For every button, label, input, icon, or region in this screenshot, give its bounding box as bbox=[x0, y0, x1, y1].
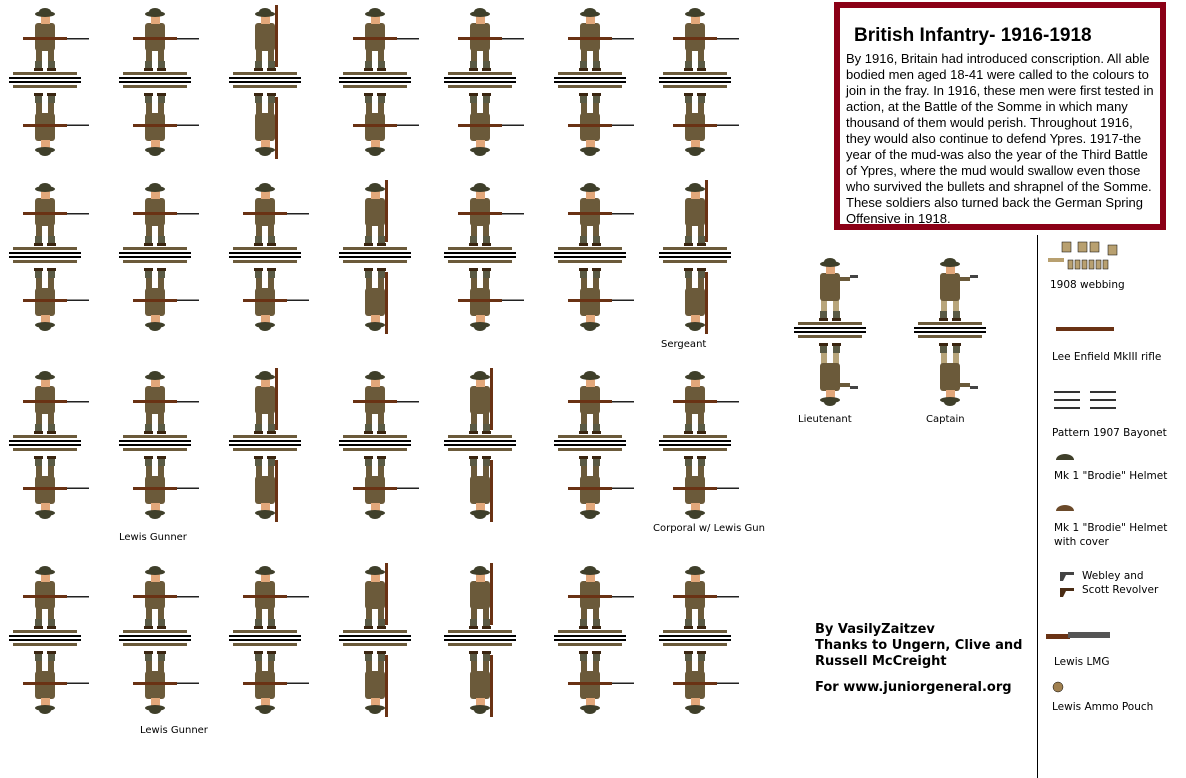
soldier-figure bbox=[229, 368, 301, 522]
figure-base bbox=[9, 247, 81, 263]
figure-base bbox=[119, 435, 191, 451]
soldier-figure bbox=[229, 5, 301, 159]
figure-base bbox=[119, 247, 191, 263]
ammo-pouch-icon bbox=[1053, 682, 1063, 692]
soldier-figure bbox=[229, 566, 309, 714]
equipment-label: 1908 webbing bbox=[1050, 279, 1125, 291]
figure-base bbox=[554, 72, 626, 88]
soldier-figure bbox=[554, 371, 634, 519]
figure-base bbox=[339, 435, 411, 451]
helmet-cover-icon bbox=[1056, 505, 1074, 511]
equipment-label: Pattern 1907 Bayonet bbox=[1052, 427, 1167, 439]
figure-base bbox=[444, 630, 516, 646]
soldier-figure bbox=[659, 566, 739, 714]
figure-base bbox=[9, 435, 81, 451]
label-lewis-gunner: Lewis Gunner bbox=[140, 725, 208, 736]
soldier-figure bbox=[119, 566, 199, 714]
lewis-lmg-icon bbox=[1046, 634, 1070, 639]
figure-base bbox=[119, 72, 191, 88]
soldier-figure bbox=[659, 371, 739, 519]
soldier-figure bbox=[659, 180, 731, 334]
revolver-icon bbox=[1060, 572, 1074, 581]
figure-base bbox=[444, 435, 516, 451]
soldier-figure bbox=[444, 368, 516, 522]
info-title: British Infantry- 1916-1918 bbox=[854, 25, 1092, 46]
credits-site[interactable]: For www.juniorgeneral.org bbox=[815, 680, 1012, 695]
soldier-figure bbox=[9, 8, 89, 156]
equipment-label: Lewis LMG bbox=[1054, 656, 1110, 668]
info-box bbox=[834, 2, 1166, 230]
label-captain: Captain bbox=[926, 414, 965, 425]
figure-base bbox=[9, 72, 81, 88]
credits-thanks: Thanks to Ungern, Clive and bbox=[815, 638, 1023, 653]
figure-base bbox=[659, 247, 731, 263]
figure-base bbox=[229, 72, 301, 88]
figure-base bbox=[444, 247, 516, 263]
soldier-figure bbox=[9, 371, 89, 519]
soldier-figure bbox=[229, 183, 309, 331]
label-lieutenant: Lieutenant bbox=[798, 414, 852, 425]
soldier-figure bbox=[444, 563, 516, 717]
soldier-figure bbox=[339, 8, 419, 156]
figure-base bbox=[794, 322, 866, 338]
divider bbox=[1037, 235, 1038, 778]
soldier-figure bbox=[119, 8, 199, 156]
figure-base bbox=[339, 247, 411, 263]
soldier-figure bbox=[659, 8, 739, 156]
equipment-label: Mk 1 "Brodie" Helmet bbox=[1054, 470, 1168, 482]
soldier-figure bbox=[9, 183, 89, 331]
info-text: By 1916, Britain had introduced conscription. All able bodied men aged 18-41 were called to the colours to join in the fray. In 1916, these men were first tested in action, at the Battle of the Somme in which many thousand of them would perish. Throughout 1916, they would also continue to defend Ypres. 1917-the year of the mud-was also the year of the Third Battle of Ypres, where the mud would swallow even those who survived the bullets and shrapnel of the Somme. These soldiers also turned back the German Spring Offensive in 1918. bbox=[846, 51, 1154, 226]
soldier-figure bbox=[339, 563, 411, 717]
soldier-figure bbox=[119, 183, 199, 331]
credits bbox=[815, 622, 1022, 696]
figure-base bbox=[339, 72, 411, 88]
soldier-figure bbox=[554, 183, 634, 331]
label-lewis-gunner: Lewis Gunner bbox=[119, 532, 187, 543]
label-sergeant: Sergeant bbox=[661, 339, 707, 350]
soldier-figure bbox=[444, 183, 524, 331]
helmet-icon bbox=[1056, 454, 1074, 460]
equipment-label: Lewis Ammo Pouch bbox=[1052, 701, 1154, 713]
figure-base bbox=[229, 247, 301, 263]
figure-base bbox=[444, 72, 516, 88]
credits-thanks: Russell McCreight bbox=[815, 654, 947, 669]
equipment-label: Webley and Scott Revolver bbox=[1082, 570, 1159, 596]
soldier-figure bbox=[554, 8, 634, 156]
equipment-label: Mk 1 "Brodie" Helmet with cover bbox=[1054, 522, 1168, 548]
equipment-icons bbox=[1046, 242, 1117, 692]
rifle-icon bbox=[1056, 327, 1114, 331]
soldier-figure bbox=[119, 371, 199, 519]
figure-base bbox=[229, 435, 301, 451]
soldier-figure bbox=[444, 8, 524, 156]
figure-base bbox=[9, 630, 81, 646]
figure-base bbox=[119, 630, 191, 646]
equipment-label: Lee Enfield MkIII rifle bbox=[1052, 351, 1162, 363]
label-corporal: Corporal w/ Lewis Gun bbox=[653, 523, 765, 534]
officer-figure bbox=[794, 258, 866, 406]
figure-base bbox=[914, 322, 986, 338]
holster-icon bbox=[1060, 588, 1074, 597]
figure-base bbox=[659, 72, 731, 88]
figure-base bbox=[554, 630, 626, 646]
officer-figure bbox=[914, 258, 986, 406]
figure-base bbox=[659, 435, 731, 451]
soldier-figure bbox=[554, 566, 634, 714]
figure-base bbox=[659, 630, 731, 646]
credits-author: By VasilyZaitzev bbox=[815, 622, 935, 637]
figure-base bbox=[339, 630, 411, 646]
figure-base bbox=[554, 247, 626, 263]
figure-base bbox=[554, 435, 626, 451]
soldier-figure bbox=[9, 566, 89, 714]
soldier-figure bbox=[339, 180, 411, 334]
figure-base bbox=[229, 630, 301, 646]
soldier-figure bbox=[339, 371, 419, 519]
